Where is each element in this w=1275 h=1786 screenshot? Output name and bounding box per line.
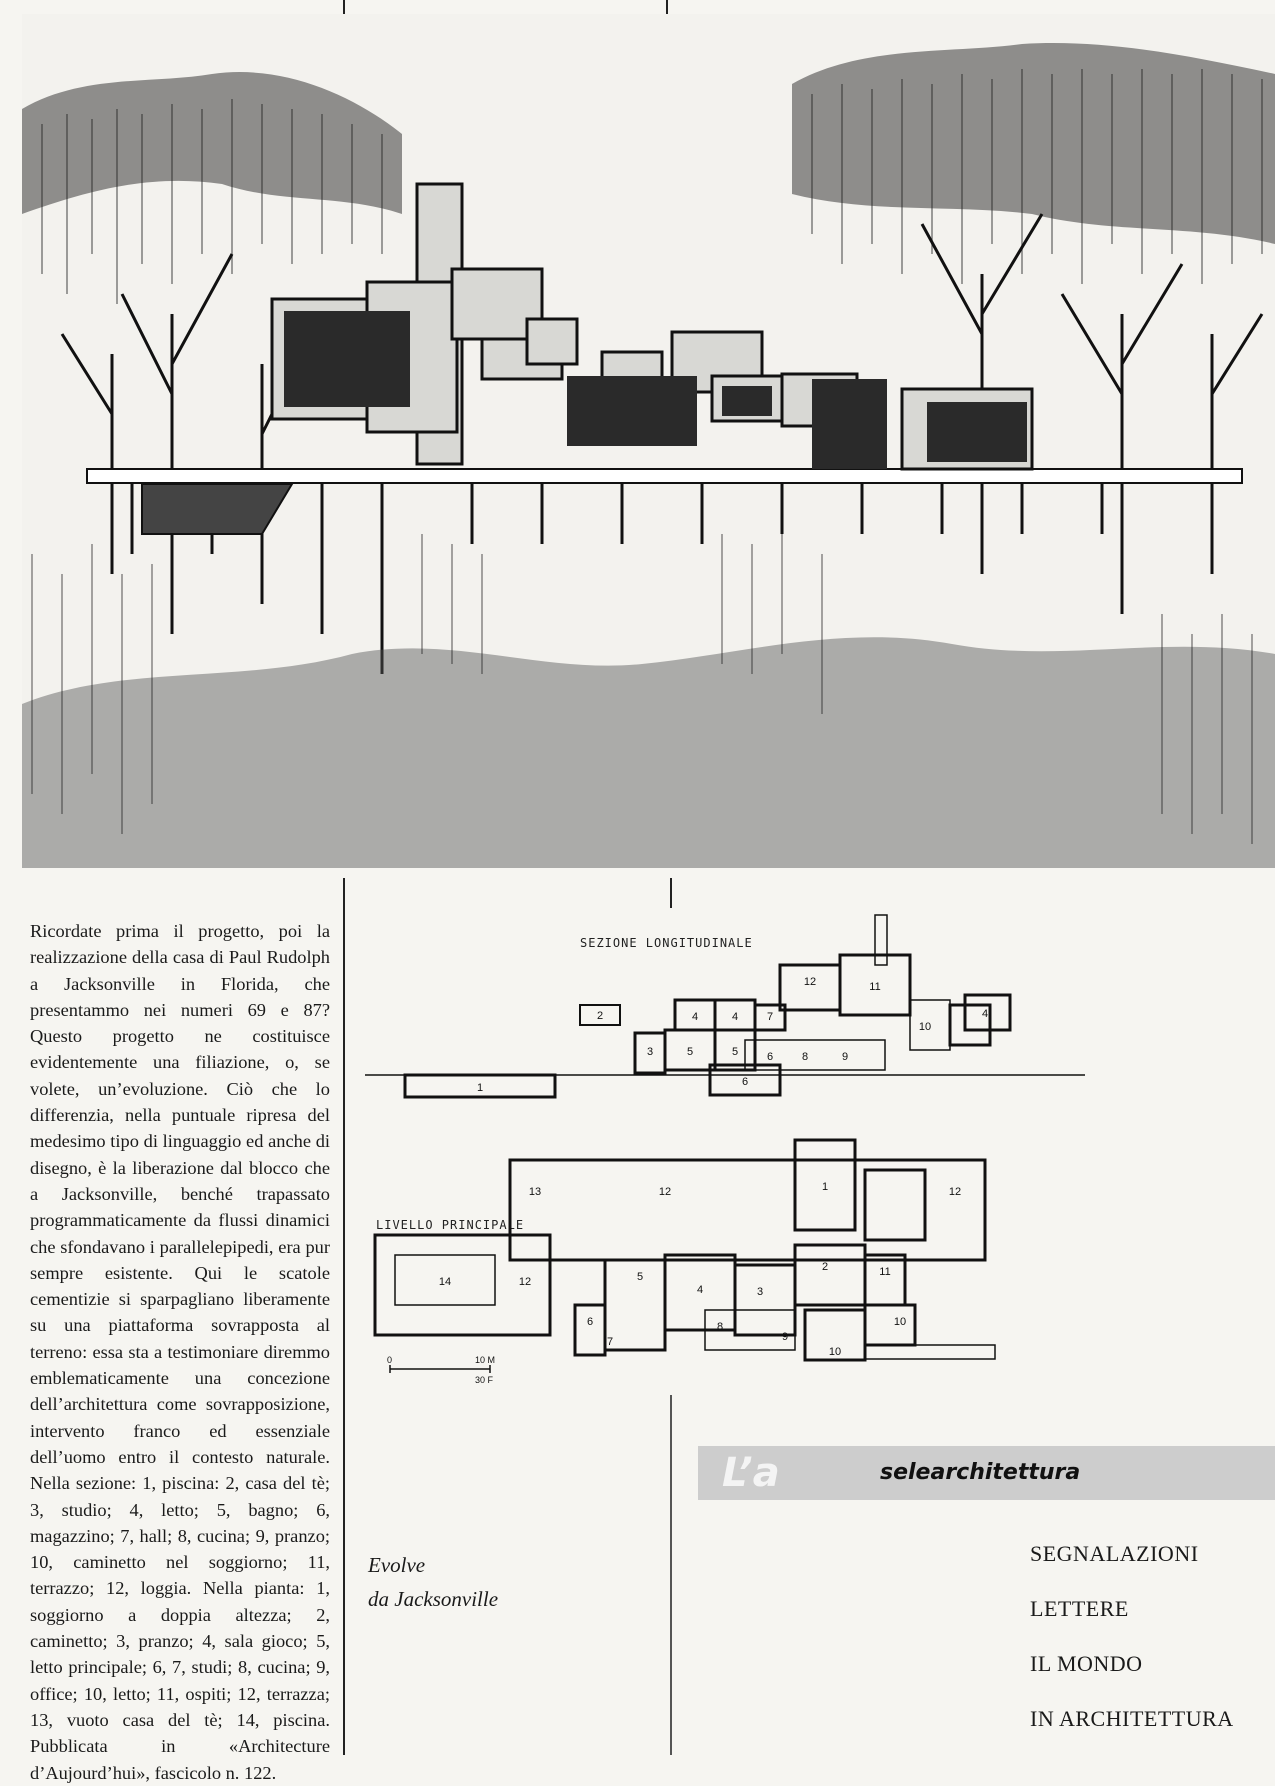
plan-number: 14 <box>438 1276 452 1288</box>
plan-number: 13 <box>528 1186 542 1198</box>
section-number: 6 <box>766 1051 774 1063</box>
plan-number: 11 <box>879 1266 891 1278</box>
banner-title: selearchitettura <box>880 1460 1081 1485</box>
article-body: Ricordate prima il progetto, poi la realizzazione della casa di Paul Rudolph a Jacksonville in Florida, che presentammo nei numeri 69 e 87? Questo progetto ne costituisce evidentemente una filiazione, o, se volete, un’evoluzione. Ciò che lo differenzia, nella puntuale ripresa del medesimo tipo di linguaggio ed anche di disegno, è la liberazione dal blocco che a Jacksonville, benché trapassato programmaticamente da flussi dinamici che sfondavano i parallelepipedi, era pur sempre esistente. Qui le scatole cementizie si sparpagliano liberamente su una piattaforma sovrapposta al terreno: essa sta a testimoniare diremmo emblematicamente una concezione dell’architettura come sovrapposizione, intervento franco ed essenziale dell’uomo entro il contesto naturale. Nella sezione: 1, piscina: 2, casa del tè; 3, studio; 4, letto; 5, bagno; 6, magazzino; 7, hall; 8, cucina; 9, pranzo; 10, caminetto nel soggiorno; 11, terrazzo; 12, loggia. Nella pianta: 1, soggiorno a doppia altezza; 2, caminetto; 3, pranzo; 4, sala gioco; 5, letto principale; 6, 7, studi; 8, cucina; 9, office; 10, letto; 11, ospiti; 12, terrazza; 13, vuoto casa del tè; 14, piscina. Pubblicata in «Architecture d’Aujourd’hui», fascicolo n. 122. <box>30 921 330 1783</box>
section-number: 9 <box>841 1051 849 1063</box>
plan-number: 1 <box>821 1181 829 1193</box>
plan-number: 12 <box>658 1186 672 1198</box>
plan-number: 9 <box>781 1331 789 1343</box>
section-number: 4 <box>731 1011 739 1023</box>
section-item: LETTERE <box>1030 1596 1129 1621</box>
scale-metric: 10 M <box>475 1355 496 1365</box>
section-number: 6 <box>741 1076 749 1088</box>
column-rule-top-right <box>666 0 668 14</box>
section-number: 1 <box>476 1082 484 1094</box>
caption-line: da Jacksonville <box>368 1587 499 1611</box>
banner-logo: L’a <box>722 1450 780 1496</box>
plan-number: 10 <box>828 1346 842 1358</box>
perspective-illustration <box>22 14 1275 868</box>
section-number: 10 <box>918 1021 932 1033</box>
section-item: IL MONDO <box>1030 1651 1143 1676</box>
plan-number: 4 <box>696 1284 704 1296</box>
column-rule-top-left <box>343 0 345 14</box>
section-list <box>1030 1540 1234 1760</box>
caption <box>368 1548 598 1616</box>
plan-number: 6 <box>586 1316 594 1328</box>
plan-number: 12 <box>948 1186 962 1198</box>
section-item: SEGNALAZIONI <box>1030 1541 1199 1566</box>
plan-number: 5 <box>636 1271 644 1283</box>
main-level-plan-drawing <box>365 1135 1130 1395</box>
section-number: 11 <box>869 981 881 993</box>
column-rule-right <box>670 878 672 908</box>
section-number: 2 <box>596 1010 604 1022</box>
plan-number: 7 <box>606 1336 614 1348</box>
section-number: 5 <box>731 1046 739 1058</box>
section-number: 4 <box>691 1011 699 1023</box>
section-number: 5 <box>686 1046 694 1058</box>
section-item: IN ARCHITETTURA <box>1030 1706 1234 1731</box>
section-number: 3 <box>646 1046 654 1058</box>
scale-zero: 0 <box>387 1355 393 1365</box>
plan-drawing-label: LIVELLO PRINCIPALE <box>376 1218 525 1232</box>
column-rule-left <box>343 878 345 1755</box>
plan-number: 10 <box>893 1316 907 1328</box>
section-number: 12 <box>803 976 817 988</box>
caption-line: Evolve <box>368 1553 426 1577</box>
longitudinal-section-drawing <box>365 905 1085 1105</box>
plan-number: 8 <box>716 1321 724 1333</box>
scale-imperial: 30 F <box>475 1375 494 1385</box>
plan-number: 12 <box>518 1276 532 1288</box>
section-number: 4 <box>981 1008 989 1020</box>
section-drawing-label: SEZIONE LONGITUDINALE <box>580 936 753 950</box>
plan-number: 2 <box>821 1261 829 1273</box>
section-number: 8 <box>801 1051 809 1063</box>
column-rule-right-lower <box>670 1395 672 1755</box>
section-number: 7 <box>766 1011 774 1023</box>
plan-number: 3 <box>756 1286 764 1298</box>
